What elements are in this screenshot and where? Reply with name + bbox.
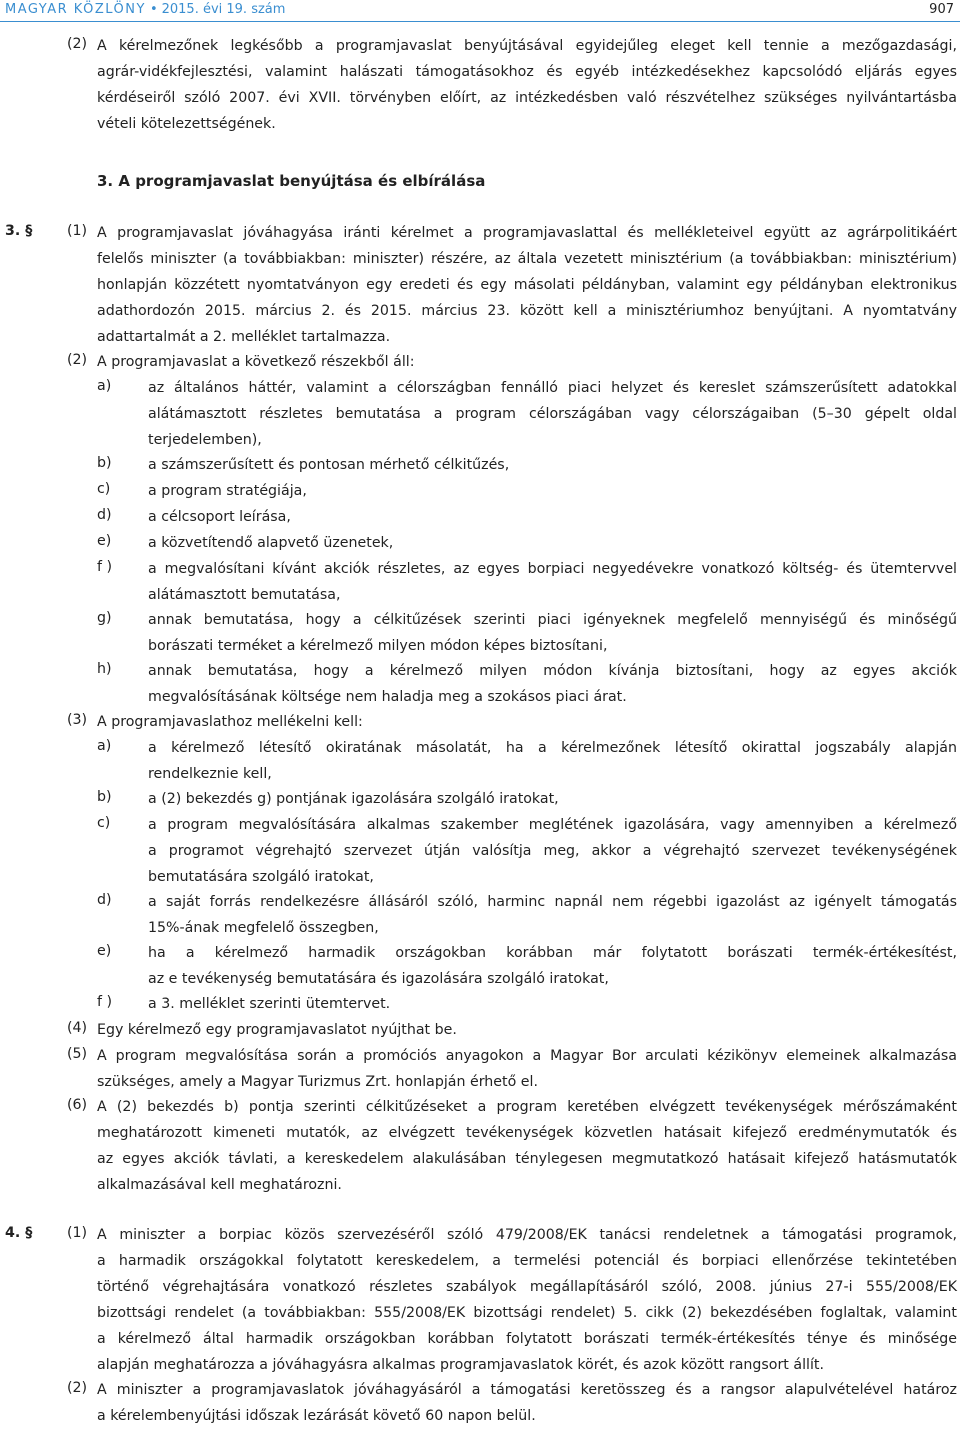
list-item-text — [148, 504, 957, 530]
s3-p4-text — [97, 1017, 957, 1043]
s3-p6-text-line: az egyes akciók távlati, a kereskedelem alakulásában ténylegesen megmutatkozó hatásait kifejező hatásmutatók — [97, 1151, 957, 1167]
list-marker: h) — [97, 661, 112, 677]
list-item-text-line: az e tevékenység bemutatására és igazolására szolgáló iratokat, — [148, 971, 609, 987]
list-item-text-line: a program megvalósítására alkalmas szakember meglétének igazolására, vagy amennyiben a kérelmező — [148, 817, 957, 833]
list-item-text-line: a közvetítendő alapvető üzenetek, — [148, 535, 394, 551]
list-item-text-line: bemutatására szolgáló iratokat, — [148, 869, 374, 885]
paragraph-marker: (2) — [67, 36, 88, 52]
paragraph-marker: (6) — [67, 1097, 88, 1113]
list-marker: g) — [97, 610, 112, 626]
list-item-text — [148, 786, 957, 812]
list-marker: e) — [97, 943, 112, 959]
list-item-text-line: a 3. melléklet szerinti ütemtervet. — [148, 996, 391, 1012]
section-4-label: 4. § — [5, 1225, 33, 1241]
page-header — [5, 0, 954, 18]
list-marker: b) — [97, 789, 112, 805]
s3-p5-text-line: szükséges, amely a Magyar Turizmus Zrt. honlapján érhető el. — [97, 1074, 538, 1090]
list-marker: d) — [97, 507, 112, 523]
intro-paragraph-line: vételi kötelezettségének. — [97, 116, 276, 132]
list-marker: f ) — [97, 559, 113, 575]
list-item-text — [148, 530, 957, 556]
paragraph-marker: (2) — [67, 1380, 88, 1396]
list-item-text-line: a kérelmező létesítő okiratának másolatát, ha a kérelmezőnek létesítő okirattal jogszabály alapján — [148, 740, 957, 756]
intro-paragraph — [97, 33, 957, 137]
list-item-text — [148, 375, 957, 453]
s3-p6-text — [97, 1094, 957, 1198]
paragraph-marker: (1) — [67, 223, 88, 239]
s3-p1-text-line: felelős miniszter (a továbbiakban: miniszter) részére, az általa vezetett minisztérium (a továbbiakban: minisztérium) — [97, 251, 957, 267]
s4-p2-text-line: A miniszter a programjavaslatok jóváhagyásáról a támogatási keretösszeg és a rangsor alapulvételével határoz — [97, 1382, 957, 1398]
list-item-text-line: megvalósításának költsége nem haladja meg a szokásos piaci árat. — [148, 689, 627, 705]
s3-p1-text-line: adathordozón 2015. március 2. és 2015. március 23. között kell a minisztériumhoz benyújtani. A nyomtatvány — [97, 303, 957, 319]
list-item-text-line: annak bemutatása, hogy a kérelmező milyen módon kívánja biztosítani, hogy az egyes akciók — [148, 663, 957, 679]
s3-p4-text-line: Egy kérelmező egy programjavaslatot nyújthat be. — [97, 1022, 457, 1038]
list-marker: d) — [97, 892, 112, 908]
issue-label: 2015. évi 19. szám — [161, 1, 286, 17]
list-marker: c) — [97, 481, 111, 497]
s4-p1-text — [97, 1222, 957, 1378]
s3-p5-text-line: A program megvalósítása során a promóciós anyagokon a Magyar Bor arculati kézikönyv elemeinek alkalmazása — [97, 1048, 957, 1064]
s3-p1-text-line: adattartalmát a 2. melléklet tartalmazza. — [97, 329, 391, 345]
s3-p5-text — [97, 1043, 957, 1095]
s3-p3-lead: A programjavaslathoz mellékelni kell: — [97, 714, 363, 730]
intro-paragraph-line: A kérelmezőnek legkésőbb a programjavaslat benyújtásával egyidejűleg eleget kell tennie a mezőgazdasági, — [97, 38, 957, 54]
s4-p2-text — [97, 1377, 957, 1429]
list-item-text — [148, 478, 957, 504]
running-title — [5, 2, 285, 17]
list-item-text-line: 15%-ának megfelelő összegben, — [148, 920, 379, 936]
list-item-text-line: annak bemutatása, hogy a célkitűzések szerinti piaci igényeknek megfelelő mennyiségű és minőségű — [148, 612, 957, 628]
paragraph-marker: (2) — [67, 352, 88, 368]
s3-p1-text-line: A programjavaslat jóváhagyása iránti kérelmet a programjavaslattal és mellékleteivel együtt az agrárpolitikáért — [97, 225, 957, 241]
list-item-text-line: alátámasztott bemutatása, — [148, 587, 341, 603]
list-item-text — [148, 940, 957, 992]
list-marker: e) — [97, 533, 112, 549]
list-item-text-line: rendelkeznie kell, — [148, 766, 272, 782]
s3-p2-lead: A programjavaslat a következő részekből áll: — [97, 354, 415, 370]
list-item-text — [148, 889, 957, 941]
list-item-text — [148, 452, 957, 478]
list-item-text-line: terjedelemben), — [148, 432, 262, 448]
paragraph-marker: (1) — [67, 1225, 88, 1241]
list-item-text — [148, 556, 957, 608]
list-marker: b) — [97, 455, 112, 471]
list-item-text — [148, 812, 957, 890]
s3-p6-text-line: alkalmazásával kell meghatározni. — [97, 1177, 342, 1193]
s3-p1-text — [97, 220, 957, 350]
s3-p6-text-line: A (2) bekezdés b) pontja szerinti célkitűzéseket a program keretében elvégzett tevékenységek mérőszámaként — [97, 1099, 957, 1115]
list-item-text — [148, 658, 957, 710]
section-3-label: 3. § — [5, 223, 33, 239]
intro-paragraph-line: agrár-vidékfejlesztési, valamint halászati támogatásokhoz és egyéb intézkedésekhez kapcsolódó eljárás egyes — [97, 64, 957, 80]
paragraph-marker: (4) — [67, 1020, 88, 1036]
list-item-text-line: a számszerűsített és pontosan mérhető célkitűzés, — [148, 457, 510, 473]
intro-paragraph-line: kérdéseiről szóló 2007. évi XVII. törvényben előírt, az intézkedésben való részvételhez szükséges nyilvántartásba — [97, 90, 957, 106]
paragraph-marker: (5) — [67, 1046, 88, 1062]
list-item-text-line: a saját forrás rendelkezésre állásáról szóló, harminc napnál nem régebbi igazolást az igényelt támogatás — [148, 894, 957, 910]
s4-p1-text-line: a kérelmező által harmadik országokban korábban folytatott borászati termék-értékesítés ténye és minősége — [97, 1331, 957, 1347]
header-rule — [0, 21, 960, 22]
s4-p2-text-line: a kérelembenyújtási időszak lezárását követő 60 napon belül. — [97, 1408, 536, 1424]
s4-p1-text-line: történő végrehajtására vonatkozó részletes szabályok megállapításáról szóló, 2008. június 27-i 555/2008/EK — [97, 1279, 957, 1295]
list-item-text-line: borászati terméket a kérelmező milyen módon képes biztosítani, — [148, 638, 608, 654]
s4-p1-text-line: A miniszter a borpiac közös szervezéséről szóló 479/2008/EK tanácsi rendeletnek a támogatási programok, — [97, 1227, 957, 1243]
list-item-text-line: ha a kérelmező harmadik országokban korábban már folytatott borászati termék-értékesítést, — [148, 945, 957, 961]
list-item-text-line: a programot végrehajtó szervezet útján valósítja meg, akkor a végrehajtó szervezet tevékenységének — [148, 843, 957, 859]
s3-p6-text-line: meghatározott kimeneti mutatók, az elvégzett tevékenységek közvetlen hatásait kifejező eredménymutatók és — [97, 1125, 957, 1141]
s4-p1-text-line: a harmadik országokkal folytatott kereskedelem, a termelési potenciál és borpiaci ellenőrzése tekintetében — [97, 1253, 957, 1269]
list-marker: a) — [97, 738, 112, 754]
s4-p1-text-line: alapján meghatározza a jóváhagyásra alkalmas programjavaslatok körét, és azok között rangsort állít. — [97, 1357, 824, 1373]
publication-name: MAGYAR KÖZLÖNY — [5, 1, 146, 17]
list-item-text — [148, 991, 957, 1017]
list-marker: f ) — [97, 994, 113, 1010]
page-number: 907 — [929, 1, 954, 17]
s3-p1-text-line: honlapján közzétett nyomtatványon egy eredeti és egy másolati példányban, valamint egy példányban elektronikus — [97, 277, 957, 293]
list-marker: a) — [97, 378, 112, 394]
list-item-text-line: a megvalósítani kívánt akciók részletes, az egyes borpiaci negyedévekre vonatkozó költség- és ütemtervvel — [148, 561, 957, 577]
bullet-separator: • — [149, 1, 158, 17]
list-item-text — [148, 607, 957, 659]
list-item-text-line: a (2) bekezdés g) pontjának igazolására szolgáló iratokat, — [148, 791, 559, 807]
list-item-text — [148, 735, 957, 787]
section-title: 3. A programjavaslat benyújtása és elbírálása — [97, 172, 486, 190]
s4-p1-text-line: bizottsági rendelet (a továbbiakban: 555/2008/EK bizottsági rendelet) 5. cikk (2) bekezdésében foglaltak, valamint — [97, 1305, 957, 1321]
list-item-text-line: az általános háttér, valamint a célországban fennálló piaci helyzet és kereslet számszerűsített adatokkal — [148, 380, 957, 396]
list-item-text-line: a program stratégiája, — [148, 483, 307, 499]
list-item-text-line: a célcsoport leírása, — [148, 509, 291, 525]
list-item-text-line: alátámasztott részletes bemutatása a program célországában vagy célországaiban (5–30 gépelt oldal — [148, 406, 957, 422]
list-marker: c) — [97, 815, 111, 831]
paragraph-marker: (3) — [67, 712, 88, 728]
